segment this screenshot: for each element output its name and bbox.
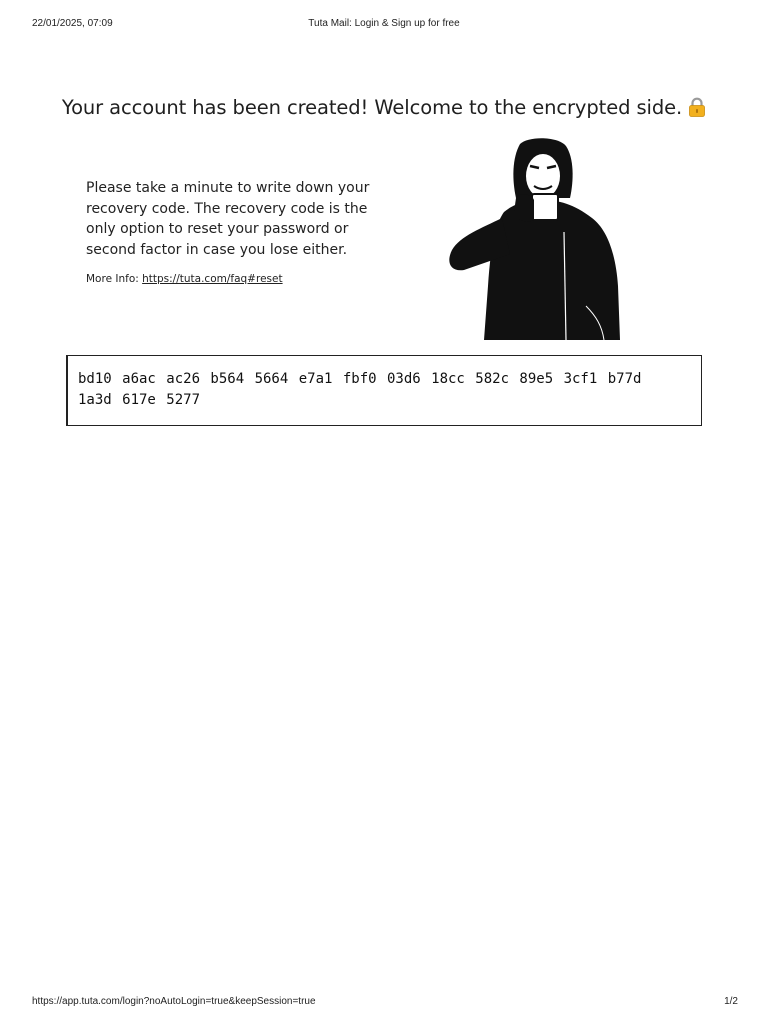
lock-icon bbox=[688, 97, 706, 122]
recovery-code-line-2: 1a3d 617e 5277 bbox=[78, 392, 201, 408]
print-footer bbox=[0, 996, 768, 1010]
print-datetime: 22/01/2025, 07:09 bbox=[32, 18, 113, 29]
headline-text: Your account has been created! Welcome to the encrypted side. bbox=[61, 96, 683, 119]
page-headline bbox=[0, 96, 768, 122]
print-page-title: Tuta Mail: Login & Sign up for free bbox=[308, 18, 460, 29]
more-info-label: More Info: bbox=[86, 273, 139, 285]
print-page-number: 1/2 bbox=[724, 996, 738, 1007]
print-header bbox=[0, 18, 768, 32]
recovery-code-box[interactable] bbox=[66, 355, 702, 426]
person-drinking-mug-icon bbox=[446, 136, 632, 342]
more-info bbox=[86, 273, 283, 285]
print-url: https://app.tuta.com/login?noAutoLogin=true&keepSession=true bbox=[32, 996, 316, 1007]
faq-reset-link[interactable]: https://tuta.com/faq#reset bbox=[142, 273, 283, 285]
recovery-instructions: Please take a minute to write down your recovery code. The recovery code is the only option to reset your password or second factor in case you lose either. bbox=[86, 180, 370, 258]
recovery-code-line-1: bd10 a6ac ac26 b564 5664 e7a1 fbf0 03d6 18cc 582c 89e5 3cf1 b77d bbox=[78, 371, 642, 387]
